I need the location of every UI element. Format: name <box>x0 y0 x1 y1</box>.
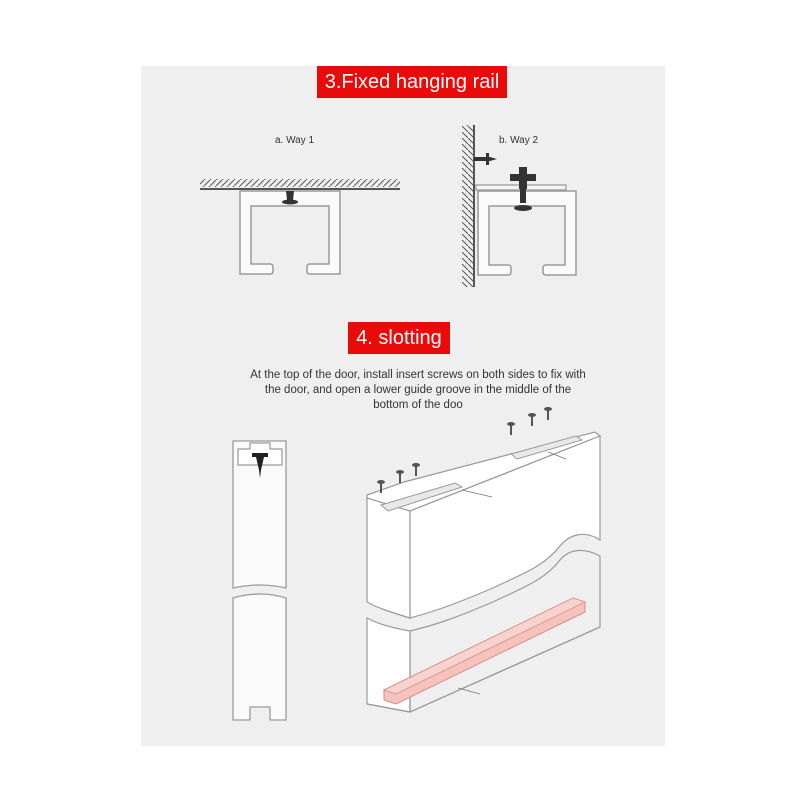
section-title-slotting: 4. slotting <box>348 322 450 354</box>
door-side-section <box>233 441 286 720</box>
way2-label: b. Way 2 <box>499 135 539 146</box>
door-top-front <box>367 498 410 618</box>
slotting-description: At the top of the door, install insert screws on both sides to fix with the door, and open a lower guide groove in the middle of the bottom of the doo <box>250 369 586 411</box>
callout-line <box>458 688 480 694</box>
ceiling-hatch <box>200 179 400 187</box>
door-3d-drawing <box>367 407 600 712</box>
rail-profile <box>478 191 576 275</box>
wall-screw-icon <box>474 153 497 165</box>
wall-hatch <box>462 125 473 287</box>
way2-wall-mount-drawing <box>462 125 576 287</box>
way1-ceiling-mount-drawing <box>200 179 400 274</box>
door-bottom-section <box>233 594 286 720</box>
section-title-fixed-rail: 3.Fixed hanging rail <box>317 66 507 98</box>
way1-label: a. Way 1 <box>275 135 315 146</box>
